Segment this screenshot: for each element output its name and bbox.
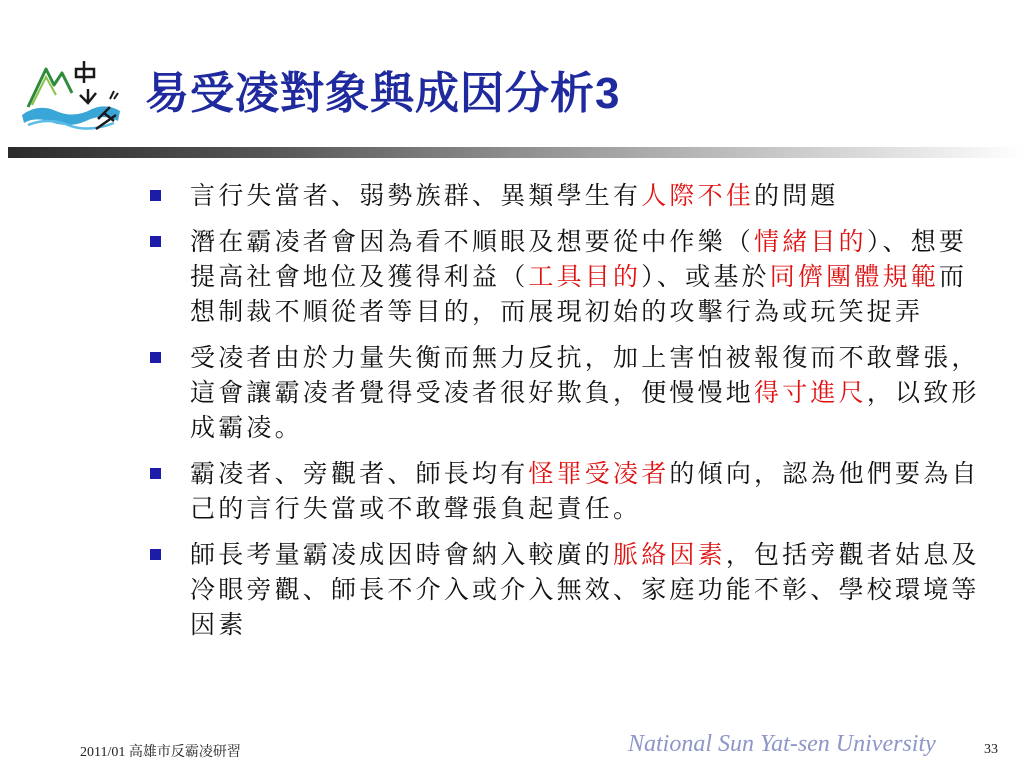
bullet-text: ，包括旁觀者姑息及冷眼旁觀、師長不介入或介入無效、家庭功能不彰、學校環境等因素 bbox=[190, 540, 980, 639]
bullet-item bbox=[148, 224, 983, 329]
bullet-list bbox=[148, 178, 983, 653]
bullet-square-icon bbox=[150, 352, 161, 363]
highlighted-text: 怪罪受凌者 bbox=[528, 459, 670, 488]
highlighted-text: 情緒目的 bbox=[754, 227, 867, 256]
bullet-square-icon bbox=[150, 468, 161, 479]
bullet-text: 而想制裁不順從者等目的，而展現初始的攻擊行為或玩笑捉弄 bbox=[190, 262, 968, 326]
highlighted-text: 工具目的 bbox=[528, 262, 642, 291]
footer-university-name: National Sun Yat-sen University bbox=[628, 731, 936, 757]
highlighted-text: 同儕團體規範 bbox=[769, 262, 939, 291]
bullet-text: ）、想要提高社會地位及獲得利益（ bbox=[190, 227, 968, 291]
bullet-text: 言行失當者、弱勢族群、異類學生有 bbox=[190, 181, 642, 210]
bullet-item bbox=[148, 340, 983, 445]
bullet-text: 師長考量霸凌成因時會納入較廣的 bbox=[190, 540, 614, 569]
footer-event-label: 2011/01 高雄市反霸凌研習 bbox=[80, 745, 241, 760]
university-logo bbox=[18, 55, 128, 135]
bullet-text: ，以致形成霸凌。 bbox=[190, 378, 980, 442]
highlighted-text: 脈絡因素 bbox=[613, 540, 726, 569]
highlighted-text: 人際不佳 bbox=[641, 181, 755, 210]
bullet-text: 的傾向，認為他們要為自己的言行失當或不敢聲張負起責任。 bbox=[190, 459, 980, 523]
bullet-square-icon bbox=[150, 190, 161, 201]
title-text: 易受凌對象與成因分析 bbox=[145, 68, 595, 119]
bullet-text: ）、或基於 bbox=[641, 262, 770, 291]
bullet-text: 潛在霸凌者會因為看不順眼及想要從中作樂（ bbox=[190, 227, 755, 256]
bullet-item bbox=[148, 537, 983, 642]
bullet-text: 的問題 bbox=[754, 181, 839, 210]
page-number: 33 bbox=[984, 742, 998, 757]
bullet-square-icon bbox=[150, 236, 161, 247]
bullet-text: 受凌者由於力量失衡而無力反抗，加上害怕被報復而不敢聲張，這會讓霸凌者覺得受凌者很好欺負，便慢慢地 bbox=[190, 343, 980, 407]
bullet-square-icon bbox=[150, 549, 161, 560]
bullet-text: 霸凌者、旁觀者、師長均有 bbox=[190, 459, 529, 488]
highlighted-text: 得寸進尺 bbox=[754, 378, 867, 407]
bullet-item bbox=[148, 456, 983, 526]
title-divider bbox=[8, 147, 1024, 158]
slide-title bbox=[145, 68, 621, 119]
bullet-item bbox=[148, 178, 983, 213]
title-number: 3 bbox=[595, 69, 621, 118]
